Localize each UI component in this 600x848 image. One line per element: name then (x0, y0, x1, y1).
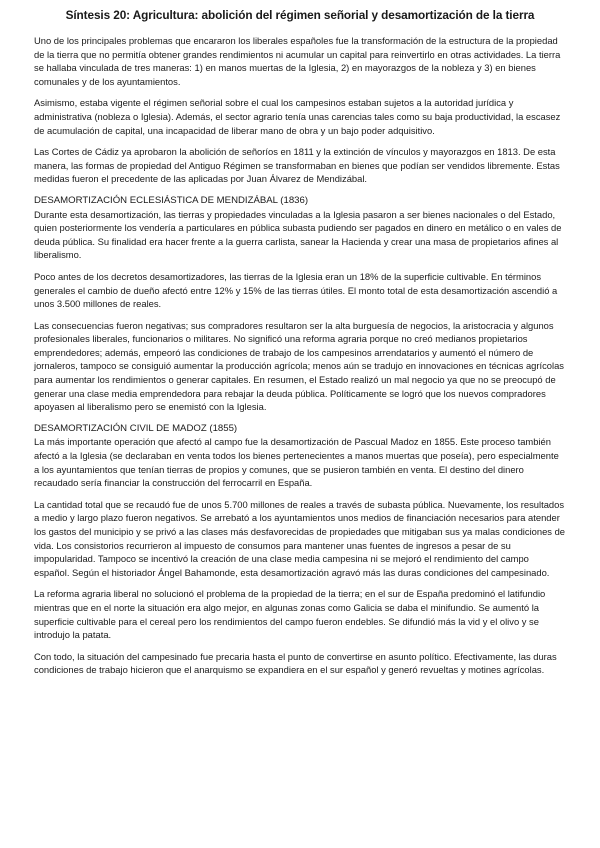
intro-paragraph: Las Cortes de Cádiz ya aprobaron la abolición de señoríos en 1811 y la extinción de vínculos y mayorazgos en 1813. De esta manera, las formas de propiedad del Antiguo Régimen se transformaban en bienes que podían ser vendidos libremente. Estas medidas fueron el precedente de las aplicadas por Juan Álvarez de Mendizábal. (34, 146, 560, 185)
section-paragraph: Las consecuencias fueron negativas; sus compradores resultaron ser la alta burguesía de negocios, la aristocracia y algunos profesionales liberales, funcionarios o militares. No significó una reforma agraria porque no creó medianos propietarios emprendedores; además, empeoró las condiciones de trabajo de los campesinos arrendatarios y aumentó el número de jornaleros, tampoco se consiguió aumentar la producción agrícola; menos aún se tradujo en innovaciones en técnicas agrícolas para aumentar los rendimientos o generar capitales. En resumen, el Estado realizó un mal negocio ya que no se preocupó de generar una clase media emprendedora para rebajar la deuda pública. Políticamente se logró que los nuevos compradores apoyasen al liberalismo pero se enemistó con la Iglesia. (34, 319, 564, 413)
section-heading-mendizabal: DESAMORTIZACIÓN ECLESIÁSTICA DE MENDIZÁBAL (1836) (34, 194, 309, 206)
section-paragraph: Poco antes de los decretos desamortizadores, las tierras de la Iglesia eran un 18% de la superficie cultivable. En términos generales el cambio de dueño afectó entre 12% y 15% de las tierras útiles. El monto total de esta desamortización ascendió a unos 3.500 millones de reales. (34, 270, 558, 310)
section-paragraph: Durante esta desamortización, las tierras y propiedades vinculadas a la Iglesia pasaron a ser bienes nacionales o del Estado, quien posteriormente los vendería a particulares en pública subasta pudiendo ser pagados en dinero en metálico o en vales de deuda pública. Su finalidad era hacer frente a la guerra carlista, sanear la Hacienda y crear una masa de propietarios afines al liberalismo. (34, 208, 562, 261)
intro-paragraph: Uno de los principales problemas que encararon los liberales españoles fue la transformación de la estructura de la propiedad de la tierra que no permitía obtener grandes rendimientos ni acumular un capital para reinvertirlo en otras actividades. La tierra se hallaba vinculada de tres maneras: 1) en manos muertas de la Iglesia, 2) en mayorazgos de la nobleza y 3) en bienes comunales y de los ayuntamientos. (34, 35, 561, 87)
section-heading-madoz: DESAMORTIZACIÓN CIVIL DE MADOZ (1855) (34, 422, 238, 434)
section-paragraph: La reforma agraria liberal no solucionó el problema de la propiedad de la tierra; en el sur de España predominó el latifundio mientras que en el norte la situación era algo mejor, en algunas zonas como Galicia se daba el minifundio. Se aumentó la superficie cultivable para el cereal pero los rendimientos del campo fueron endebles. Se difundió más la vid y el olivo y se introdujo la patata. (34, 588, 546, 641)
section-paragraph: La cantidad total que se recaudó fue de unos 5.700 millones de reales a través de subasta pública. Nuevamente, los resultados a medio y largo plazo fueron negativos. Se arrebató a los ayuntamientos unos medios de financiación necesarios para atender los gastos del municipio y se privó a las clases más desfavorecidas de propiedades que mitigaban sus ya malas condiciones de vida. Los consistorios recurrieron al impuesto de consumos para mantener unas fuentes de ingresos a pesar de su impopularidad. Tampoco se incentivó la creación de una clase media campesina ni se mejoró el rendimiento del campo español. Según el historiador Ángel Bahamonde, esta desamortización agravó más las duras condiciones del campesinado. (34, 498, 566, 578)
section-paragraph: Con todo, la situación del campesinado fue precaria hasta el punto de convertirse en asunto político. Efectivamente, las duras condiciones de trabajo hicieron que el anarquismo se expandiera en el sur español y generó revueltas y motines agrícolas. (34, 650, 557, 676)
intro-paragraph: Asimismo, estaba vigente el régimen señorial sobre el cual los campesinos estaban sujetos a la autoridad jurídica y administrativa (nobleza o Iglesia). Además, el sector agrario tenía unas carencias tales como su baja productividad, la escasez de acumulación de capital, una incapacidad de liberar mano de obra y un bajo poder adquisitivo. (34, 97, 561, 136)
section-paragraph: La más importante operación que afectó al campo fue la desamortización de Pascual Madoz en 1855. Este proceso también afectó a la Iglesia (se declaraban en venta todos los bienes pertenecientes a manos muertas que poseía), pero especialmente a los ayuntamientos que tenían tierras de propios y comunes, que se pusieron también en venta. El destino del dinero recaudado sería financiar la construcción del ferrocarril en España. (34, 436, 559, 489)
document-title: Síntesis 20: Agricultura: abolición del régimen señorial y desamortización de la tierra (65, 8, 535, 22)
